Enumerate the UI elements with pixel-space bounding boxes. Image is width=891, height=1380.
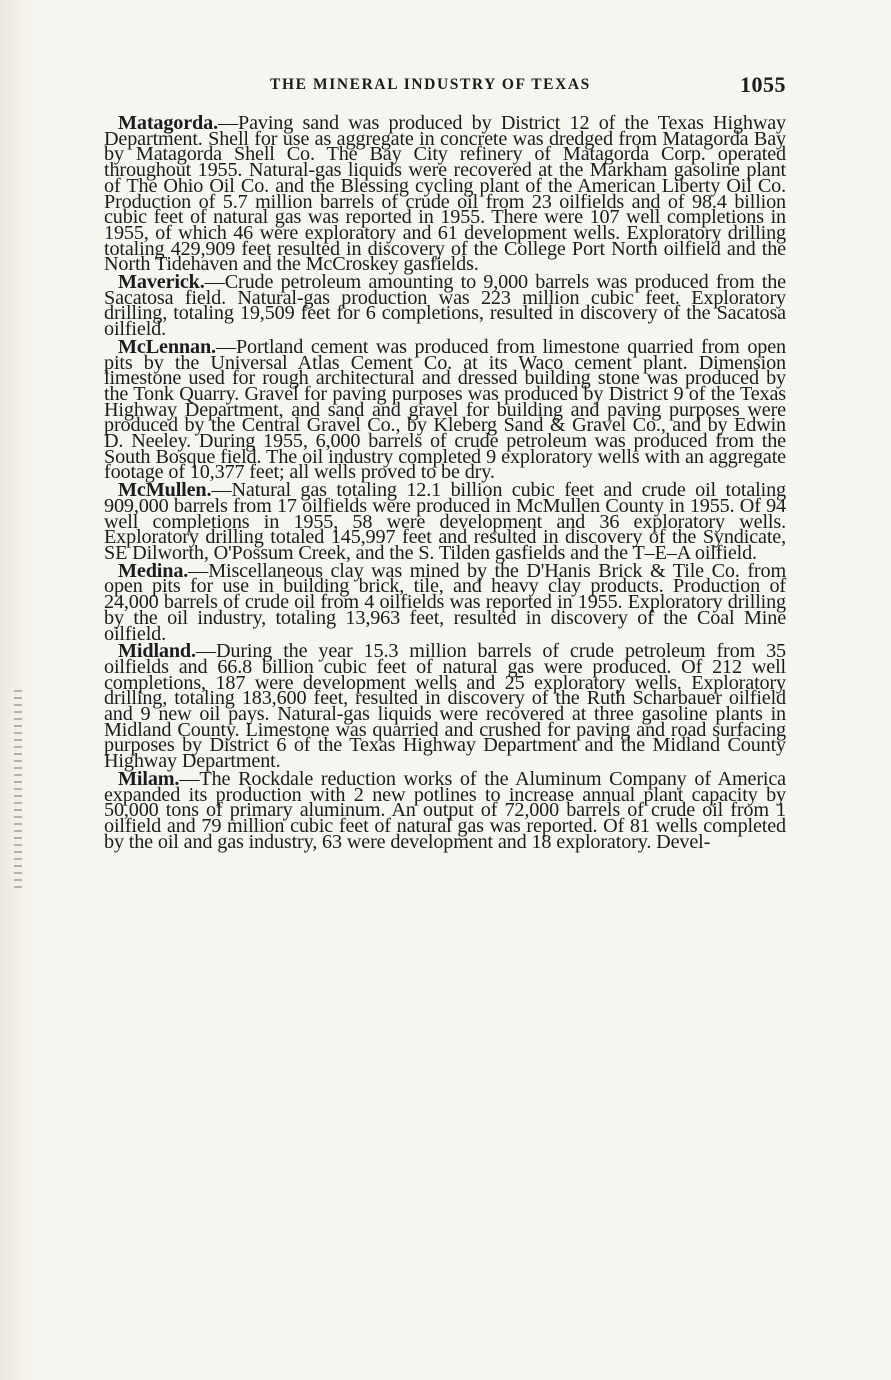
page-body xyxy=(104,112,786,853)
paragraph-text: —Portland cement was produced from limestone quarried from open pits by the Universal Atlas Cement Co. at its Waco cement plant. Dimension limestone used for rough architectural and dressed building stone was produced by the Tonk Quarry. Gravel for paving purposes was produced by District 9 of the Texas Highway Department, and sand and gravel for building and paving purposes were produced by the Central Gravel Co., by Kleberg Sand & Gravel Co., and by Edwin D. Neeley. During 1955, 6,000 barrels of crude petroleum was produced from the South Bosque field. The oil industry completed 9 exploratory wells with an aggregate footage of 10,377 feet; all wells proved to be dry. xyxy=(104,335,786,484)
page-header xyxy=(104,72,786,102)
paragraph-medina xyxy=(104,559,786,645)
paragraph-text: —Paving sand was produced by District 12 of the Texas Highway Department. Shell for use as aggregate in concrete was dredged from Matagorda Bay by Matagorda Shell Co. The Bay City refinery of Matagorda Corp. operated throughout 1955. Natural-gas liquids were recovered at the Markham gasoline plant of The Ohio Oil Co. and the Blessing cycling plant of the American Liberty Oil Co. Production of 5.7 million barrels of crude oil from 23 oilfields and of 98.4 billion cubic feet of natural gas was reported in 1955. There were 107 well completions in 1955, of which 46 were exploratory and 61 development wells. Exploratory drilling totaling 429,909 feet resulted in discovery of the College Port North oilfield and the North Tidehaven and the McCroskey gasfields. xyxy=(104,112,786,276)
paragraph-milam xyxy=(104,767,786,853)
paragraph-mclennan xyxy=(104,335,786,484)
county-heading: Medina. xyxy=(118,559,189,582)
running-head: THE MINERAL INDUSTRY OF TEXAS xyxy=(270,76,591,93)
county-heading: Maverick. xyxy=(118,271,205,294)
paragraph-text: —During the year 15.3 million barrels of crude petroleum from 35 oilfields and 66.8 billion cubic feet of natural gas were produced. Of 212 well completions, 187 were development wells and 25 exploratory wells. Exploratory drilling, totaling 183,600 feet, resulted in discovery of the Ruth Scharbauer oilfield and 9 new oil pays. Natural-gas liquids were recovered at three gasoline plants in Midland County. Limestone was quarried and crushed for paving and road surfacing purposes by District 6 of the Texas Highway Department and the Midland County Highway Department. xyxy=(104,640,786,773)
scan-edge-speckle xyxy=(14,690,22,890)
paragraph-midland xyxy=(104,640,786,773)
paragraph-matagorda xyxy=(104,112,786,276)
paragraph-text: —Crude petroleum amounting to 9,000 barrels was produced from the Sacatosa field. Natural-gas production was 223 million cubic feet. Exploratory drilling, totaling 19,509 feet for 6 completions, resulted in discovery of the Sacatosa oilfield. xyxy=(104,271,786,341)
county-heading: Midland. xyxy=(118,640,196,663)
paragraph-text: —The Rockdale reduction works of the Aluminum Company of America expanded its production with 2 new potlines to increase annual plant capacity by 50,000 tons of primary aluminum. An output of 72,000 barrels of crude oil from 1 oilfield and 79 million cubic feet of natural gas was reported. Of 81 wells completed by the oil and gas industry, 63 were development and 18 exploratory. Devel- xyxy=(104,767,786,853)
county-heading: Matagorda. xyxy=(118,112,218,134)
paragraph-maverick xyxy=(104,271,786,341)
county-heading: McMullen. xyxy=(118,479,212,502)
county-heading: McLennan. xyxy=(118,335,216,358)
page-number: 1055 xyxy=(740,72,786,97)
paragraph-text: —Natural gas totaling 12.1 billion cubic feet and crude oil totaling 909,000 barrels from 17 oilfields were produced in McMullen County in 1955. Of 94 well completions in 1955, 58 were development and 36 exploratory wells. Exploratory drilling totaled 145,997 feet and resulted in discovery of the Syndicate, SE Dilworth, O'Possum Creek, and the S. Tilden gasfields and the T–E–A oilfield. xyxy=(104,479,786,564)
paragraph-mcmullen xyxy=(104,479,786,564)
county-heading: Milam. xyxy=(118,767,180,790)
paragraph-text: —Miscellaneous clay was mined by the D'Hanis Brick & Tile Co. from open pits for use in building brick, tile, and heavy clay products. Production of 24,000 barrels of crude oil from 4 oilfields was reported in 1955. Exploratory drilling by the oil industry, totaling 13,963 feet, resulted in discovery of the Coal Mine oilfield. xyxy=(104,559,786,645)
